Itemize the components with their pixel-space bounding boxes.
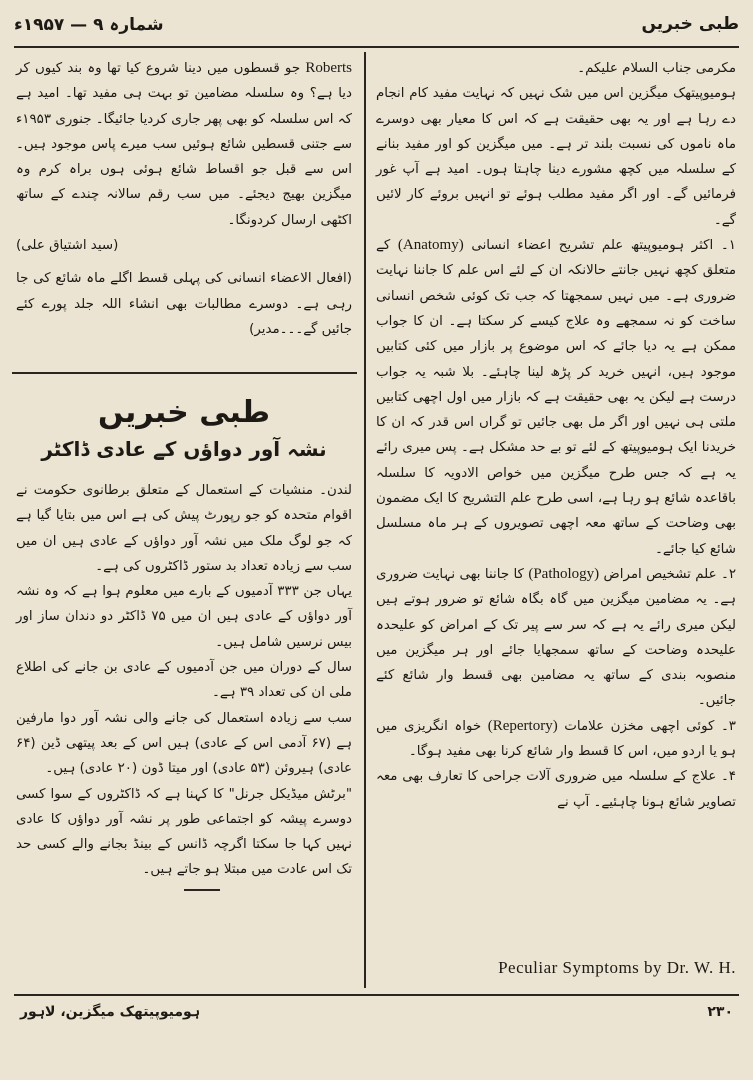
news-title: طبی خبریں — [97, 395, 271, 430]
news-paragraph-1: لندن۔ منشیات کے استعمال کے متعلق برطانوی حکومت نے اقوام متحدہ کو جو رپورٹ پیش کی ہے اس میں بتایا گیا ہے کہ جو لوگ ملک میں نشہ آور دواؤں کے عادی ہیں ان میں سب سے زیادہ تعداد بد ستور ڈاکٹروں کی ہے۔ — [16, 483, 352, 574]
letter-paragraph-2 — [376, 233, 736, 562]
repertory-intro: ۳۔ کوئی اچھی مخزن علامات — [564, 718, 736, 734]
news-subtitle: نشہ آور دواؤں کے عادی ڈاکٹر — [41, 437, 327, 461]
anatomy-intro: ۱۔ اکثر ہومیوپیتھ علم تشریح اعضاء انسانی — [471, 238, 736, 254]
repertory-text: خواہ انگریزی میں ہو یا اردو میں، اس کا قسط وار شائع کرنا بھی مفید ہوگا۔ — [376, 718, 736, 760]
peculiar-symptoms-line: Peculiar Symptoms by Dr. W. H. — [498, 958, 736, 977]
column-divider — [364, 52, 366, 988]
continuation-text: جو قسطوں میں دینا شروع کیا تھا وہ بند کیوں کر دیا ہے؟ وہ سلسلہ مضامین تو بہت ہی مفید تھا۔ امید ہے کہ اس سلسلہ کو بھی پھر جاری کردیا جائیگا۔ جنوری ۱۹۵۳ء سے جتنی قسطیں شائع ہوئیں سب میرے پاس موجود ہیں۔ اس سے قبل جو اقساط شائع ہوئی ہوں براہ کرم وہ میگزین بھیج دیجئے۔ میں سب رقم سالانہ چندے کے ساتھ اکٹھی ارسال کردونگا۔ — [16, 61, 352, 228]
letter-salutation: مکرمی جناب السلام علیکم۔ — [577, 61, 736, 76]
letter-signature: (سید اشتیاق علی) — [16, 238, 119, 254]
running-title: طبی خبریں — [641, 14, 739, 34]
letter-paragraph-1: ہومیوپیتھک میگزین اس میں شک نہیں کہ نہایت مفید کام انجام دے رہا ہے اور یہ بھی حقیقت ہے کہ اس کا معیار بھی دوسرے ماہ ناموں کی نسبت بلند تر ہے۔ میں میگزین کو اور مفید بنانے کے سلسلہ میں کچھ مشورے دینا چاہتا ہوں۔ امید ہے آپ غور فرمائیں گے۔ اور اگر مفید مطلب ہوئے تو انہیں بروئے کار لائیں گے۔ — [376, 86, 736, 228]
anatomy-text: کے متعلق کچھ نہیں جانتے حالانکہ ان کے لئے اس علم کا جاننا نہایت ضروری ہے۔ میں نہیں سمجھتا کہ جب تک کوئی شخص انسانی ساخت کو نہ سمجھے وہ علاج کیسے کر سکتا ہے۔ ان کا جواب ممکن ہے یہ دیا جائے کہ اس موضوع پر بازار میں کئی کتابیں موجود ہیں، انہیں خرید کر پڑھ لینا چاہئے۔ بلا شبہ یہ جواب درست ہے لیکن یہ بھی حقیقت ہے کہ بازار میں اول اچھی کتابیں ملتی ہی نہیں اور اگر مل بھی جائیں تو گراں اس قدر کہ ان کا خریدنا ایک ہومیوپیتھ کے لئے تو بے حد مشکل ہے۔ پس میری رائے یہ ہے کہ جس طرح میگزین میں خواص الادویہ کا سلسلہ باقاعدہ شائع ہو رہا ہے، اسی طرح علم التشریح کا ایک مضمون بھی وضاحت کے ساتھ معہ اچھی تصویروں کے ہر ماہ مسلسل شائع کیا جائے۔ — [376, 238, 736, 557]
pathology-term: (Pathology) — [528, 565, 600, 582]
pathology-text: کا جاننا بھی نہایت ضروری ہے۔ یہ مضامین میگزین میں گاہ بگاہ شائع تو ضرور ہوتے ہیں لیکن میری رائے یہ ہے کہ سر سے پیر تک کے امراض کو علیحدہ علیحدہ وضاحت کے ساتھ سمجھایا جائے اور ہر میگزین میں منصوبہ بندی کے ساتھ یہ مضامین بھی قسط وار شائع کئے جائیں۔ — [376, 566, 736, 709]
page-footer — [14, 1000, 739, 1030]
news-paragraph-4: سب سے زیادہ استعمال کی جانے والی نشہ آور دوا مارفین ہے (۶۷ آدمی اس کے عادی) ہیں اس کے بعد پیتھی ڈین (۶۴ عادی) ہیروئن (۵۳ عادی) اور میتا ڈون (۲۰ عادی) ہیں۔ — [16, 710, 352, 777]
news-section-heading — [16, 392, 352, 464]
continuation-paragraph — [16, 56, 352, 233]
footer-divider — [14, 994, 739, 996]
news-paragraph-3: سال کے دوران میں جن آدمیوں کے عادی بن جانے کی اطلاع ملی ان کی تعداد ۳۹ ہے۔ — [16, 660, 352, 701]
news-paragraph-2: یہاں جن ۳۳۳ آدمیوں کے بارے میں معلوم ہوا ہے کہ وہ نشہ آور دواؤں کے عادی ہیں ان میں ۷۵ ڈاکٹر دو دندان ساز اور بیس نرسیں شامل ہیں۔ — [16, 584, 352, 650]
pathology-intro: ۲۔ علم تشخیص امراض — [603, 566, 737, 582]
publication-name: ہومیوپیتھک میگزین، لاہور — [20, 1004, 201, 1020]
editor-note: (افعال الاعضاء انسانی کی پہلی قسط اگلے ماہ شائع کی جا رہی ہے۔ دوسرے مطالبات بھی انشاء اللہ جلد پورے کئے جائیں گے۔۔۔مدیر) — [16, 271, 352, 337]
letter-continuation — [16, 56, 352, 342]
article-end-mark — [184, 889, 220, 891]
letter-paragraph-4 — [376, 714, 736, 765]
section-divider — [12, 372, 357, 374]
letter-paragraph-5: ۴۔ علاج کے سلسلہ میں ضروری آلات جراحی کا تعارف بھی معہ تصاویر شائع ہونا چاہئیے۔ آپ نے — [376, 769, 736, 810]
roberts-term: Roberts — [305, 60, 353, 76]
issue-number: شمارہ ۹ — ۱۹۵۷ء — [14, 15, 164, 35]
page-header — [14, 8, 739, 48]
repertory-term: (Repertory) — [487, 717, 558, 734]
news-column — [16, 478, 352, 891]
anatomy-term: (Anatomy) — [397, 237, 464, 254]
news-paragraph-5: "برٹش میڈیکل جرنل" کا کہنا ہے کہ ڈاکٹروں کے سوا کسی دوسرے پیشہ کو اجتماعی طور پر نشہ آور دواؤں کا عادی نہیں کہا جا سکتا اگرچہ ڈانس کے بینڈ بجانے والے کسی حد تک اس عادت میں مبتلا ہو جاتے ہیں۔ — [16, 786, 352, 878]
page-number: ۲۳۰ — [707, 1004, 733, 1020]
letter-column — [376, 56, 736, 815]
letter-paragraph-3 — [376, 562, 736, 714]
